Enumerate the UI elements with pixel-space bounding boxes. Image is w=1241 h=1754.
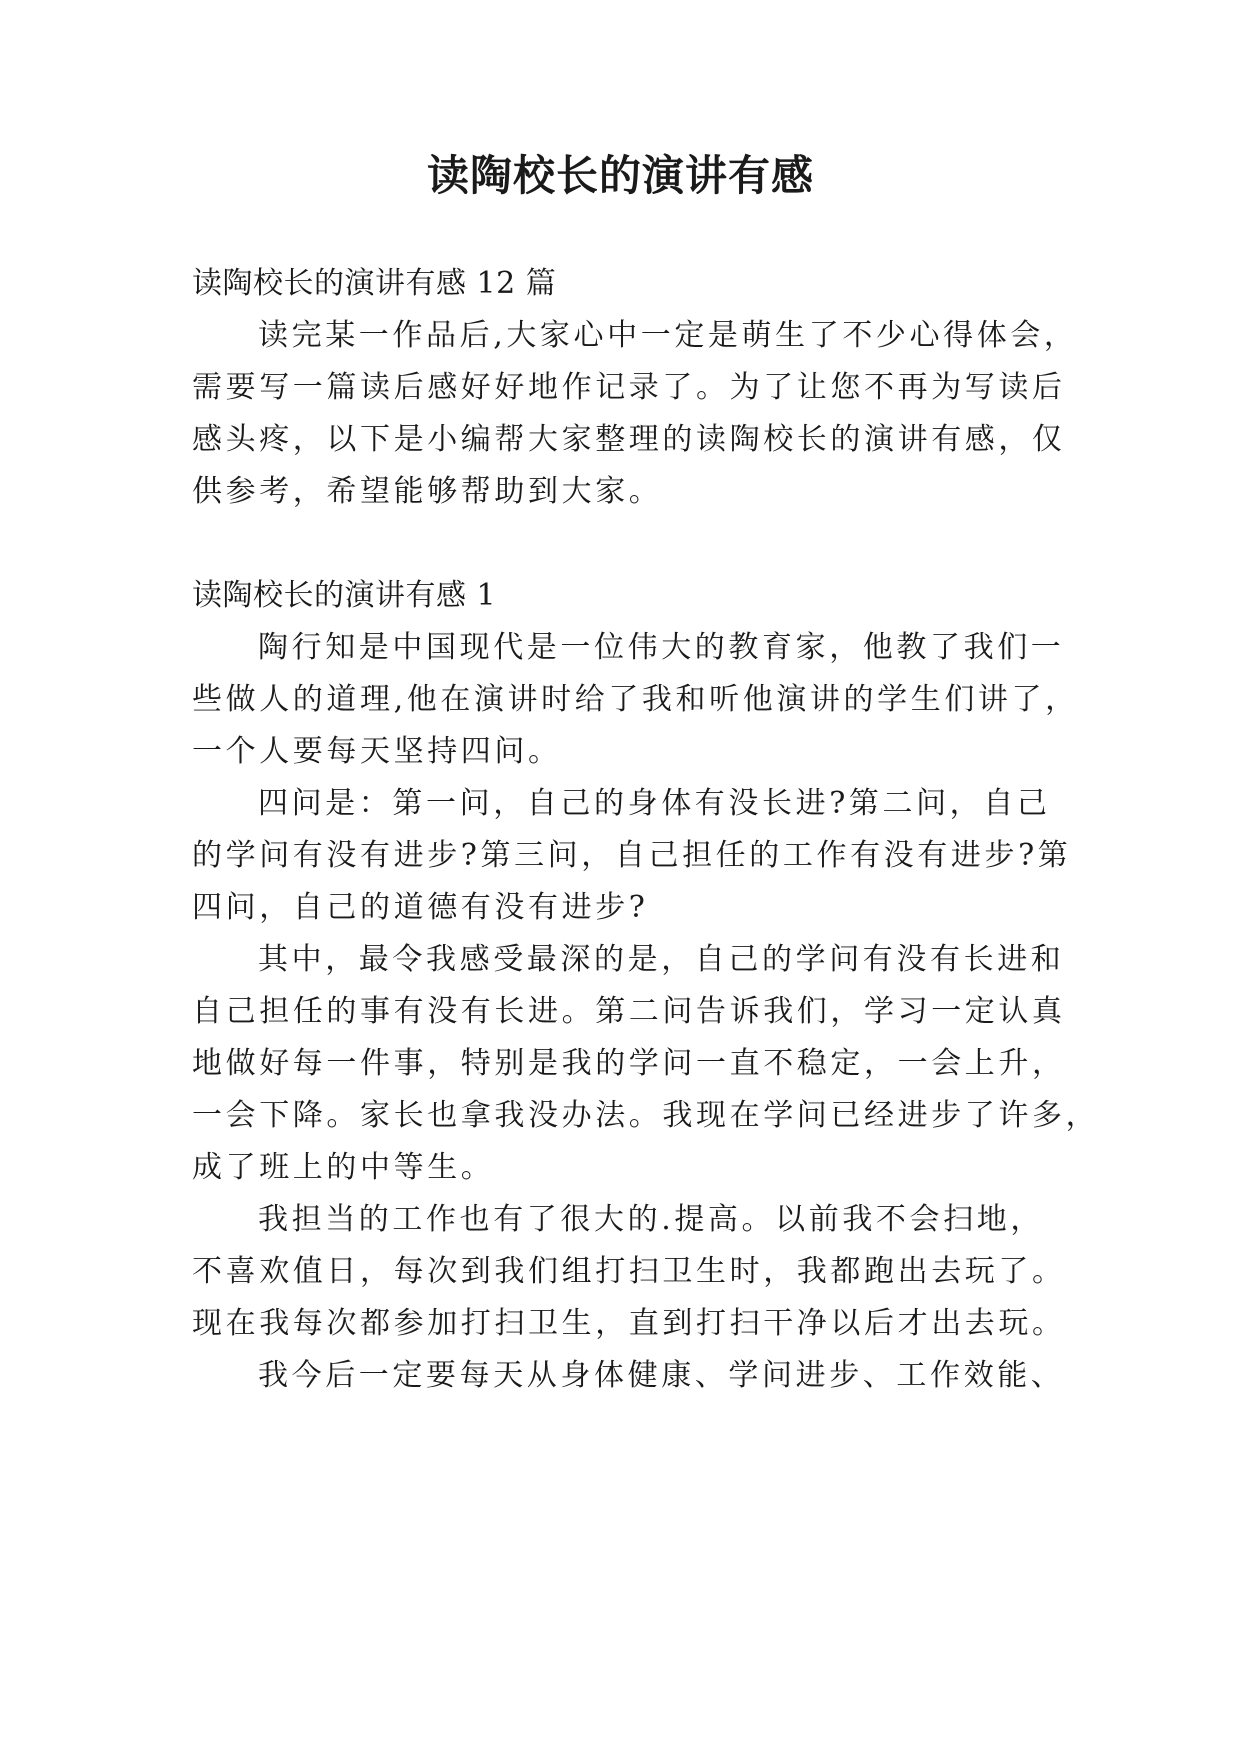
subtitle-line: 读陶校长的演讲有感 12 篇 bbox=[192, 266, 557, 301]
paragraph-line: 的学问有没有进步?第三问，自己担任的工作有没有进步?第 bbox=[192, 838, 1072, 873]
paragraph-line: 一会下降。家长也拿我没办法。我现在学问已经进步了许多， bbox=[192, 1098, 1100, 1133]
paragraph-line: 感头疼，以下是小编帮大家整理的读陶校长的演讲有感，仅 bbox=[192, 422, 1066, 457]
paragraph-line: 自己担任的事有没有长进。第二问告诉我们，学习一定认真 bbox=[192, 994, 1066, 1029]
paragraph-line: 四问，自己的道德有没有进步? bbox=[192, 890, 649, 925]
paragraph-line: 不喜欢值日，每次到我们组打扫卫生时，我都跑出去玩了。 bbox=[192, 1254, 1066, 1289]
paragraph-line: 四问是：第一问，自己的身体有没长进?第二问，自己 bbox=[258, 786, 1051, 821]
paragraph-line: 需要写一篇读后感好好地作记录了。为了让您不再为写读后 bbox=[192, 370, 1066, 405]
paragraph-line: 我今后一定要每天从身体健康、学问进步、工作效能、 bbox=[258, 1358, 1065, 1393]
paragraph-line: 我担当的工作也有了很大的.提高。以前我不会扫地， bbox=[258, 1202, 1044, 1237]
paragraph-line: 现在我每次都参加打扫卫生，直到打扫干净以后才出去玩。 bbox=[192, 1306, 1066, 1341]
paragraph-line: 地做好每一件事，特别是我的学问一直不稳定，一会上升， bbox=[192, 1046, 1066, 1081]
paragraph-line: 一个人要每天坚持四问。 bbox=[192, 734, 562, 769]
paragraph-line: 些做人的道理,他在演讲时给了我和听他演讲的学生们讲了， bbox=[192, 682, 1079, 717]
paragraph-line: 成了班上的中等生。 bbox=[192, 1150, 495, 1185]
document-title: 读陶校长的演讲有感 bbox=[426, 151, 814, 200]
section-heading: 读陶校长的演讲有感 1 bbox=[192, 578, 497, 613]
paragraph-line: 供参考，希望能够帮助到大家。 bbox=[192, 474, 663, 509]
paragraph-line: 其中，最令我感受最深的是，自己的学问有没有长进和 bbox=[258, 942, 1065, 977]
paragraph-line: 陶行知是中国现代是一位伟大的教育家，他教了我们一 bbox=[258, 630, 1065, 665]
paragraph-line: 读完某一作品后,大家心中一定是萌生了不少心得体会， bbox=[258, 318, 1078, 353]
